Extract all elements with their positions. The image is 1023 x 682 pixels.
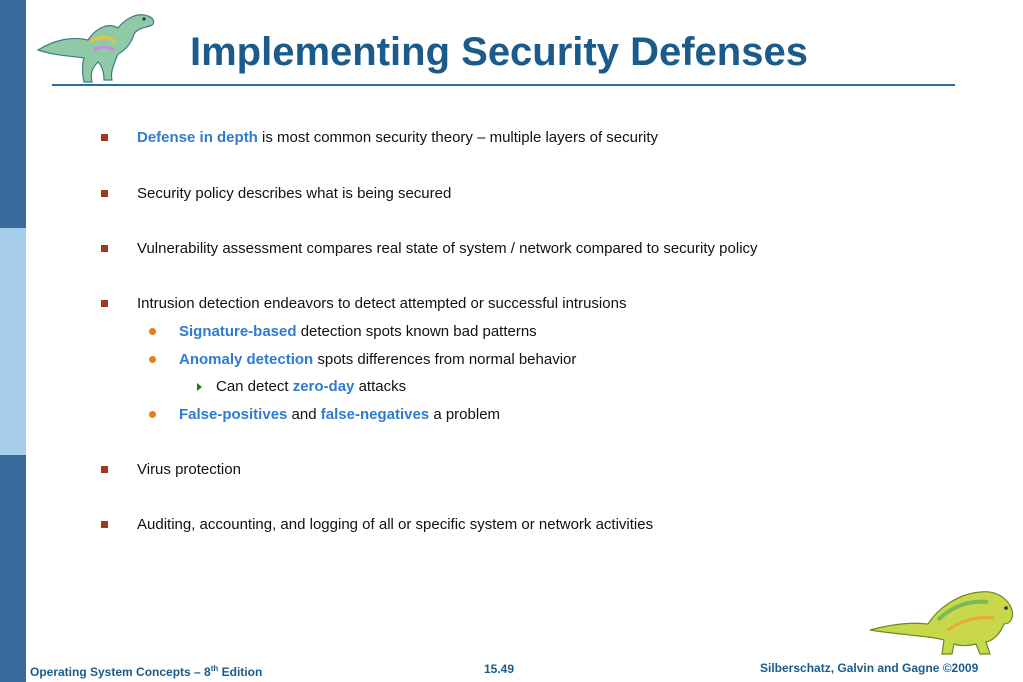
footer-edition-text: Edition xyxy=(218,665,263,679)
bullet-text: spots differences from normal behavior xyxy=(313,351,577,368)
highlight-term: Anomaly detection xyxy=(179,351,314,368)
bullet-auditing: Auditing, accounting, and logging of all or specific system or network activities xyxy=(137,516,654,533)
footer-book-title-text: Operating System Concepts – 8 xyxy=(30,665,211,679)
footer-book-title xyxy=(30,664,262,679)
bullet-arrow-icon xyxy=(197,383,202,391)
bullet-dot-icon xyxy=(149,411,156,418)
bullet-virus-protection: Virus protection xyxy=(137,461,241,478)
bullet-text: Can detect xyxy=(216,378,293,395)
bullet-intrusion-detection: Intrusion detection endeavors to detect attempted or successful intrusions xyxy=(137,295,627,312)
bullet-square-icon xyxy=(101,190,108,197)
dinosaur-logo-icon xyxy=(34,6,158,86)
highlight-term: zero-day xyxy=(292,378,355,395)
highlight-term: false-negatives xyxy=(320,406,430,423)
subbullet-anomaly-detection xyxy=(179,351,576,369)
bullet-text: is most common security theory – multiple layers of security xyxy=(257,129,658,146)
bullet-square-icon xyxy=(101,245,108,252)
dinosaur-logo-icon xyxy=(868,584,1016,656)
bullet-square-icon xyxy=(101,300,108,307)
bullet-square-icon xyxy=(101,466,108,473)
slide-title: Implementing Security Defenses xyxy=(190,30,808,74)
footer-copyright: Silberschatz, Galvin and Gagne ©2009 xyxy=(760,661,979,675)
footer-slide-number: 15.49 xyxy=(484,662,515,676)
bullet-square-icon xyxy=(101,134,108,141)
sidebar-band xyxy=(0,0,26,682)
highlight-term: Signature-based xyxy=(179,323,297,340)
bullet-dot-icon xyxy=(149,356,156,363)
subbullet-signature-based xyxy=(179,323,537,341)
bullet-defense-in-depth xyxy=(137,129,658,147)
bullet-text: attacks xyxy=(354,378,407,395)
sidebar-segment-middle xyxy=(0,228,26,455)
bullet-text: and xyxy=(287,406,321,423)
sidebar-segment-bottom xyxy=(0,455,26,682)
bullet-security-policy: Security policy describes what is being secured xyxy=(137,185,452,202)
bullet-text: detection spots known bad patterns xyxy=(296,323,537,340)
title-divider xyxy=(52,84,955,86)
bullet-dot-icon xyxy=(149,328,156,335)
highlight-term: Defense in depth xyxy=(137,129,258,146)
bullet-text: a problem xyxy=(429,406,501,423)
highlight-term: False-positives xyxy=(179,406,288,423)
subbullet-false-positives xyxy=(179,406,500,424)
sidebar-segment-top xyxy=(0,0,26,228)
subsubbullet-zero-day xyxy=(216,378,406,396)
footer-edition-suffix: th xyxy=(210,664,219,673)
bullet-square-icon xyxy=(101,521,108,528)
bullet-vulnerability-assessment: Vulnerability assessment compares real state of system / network compared to security policy xyxy=(137,240,758,257)
